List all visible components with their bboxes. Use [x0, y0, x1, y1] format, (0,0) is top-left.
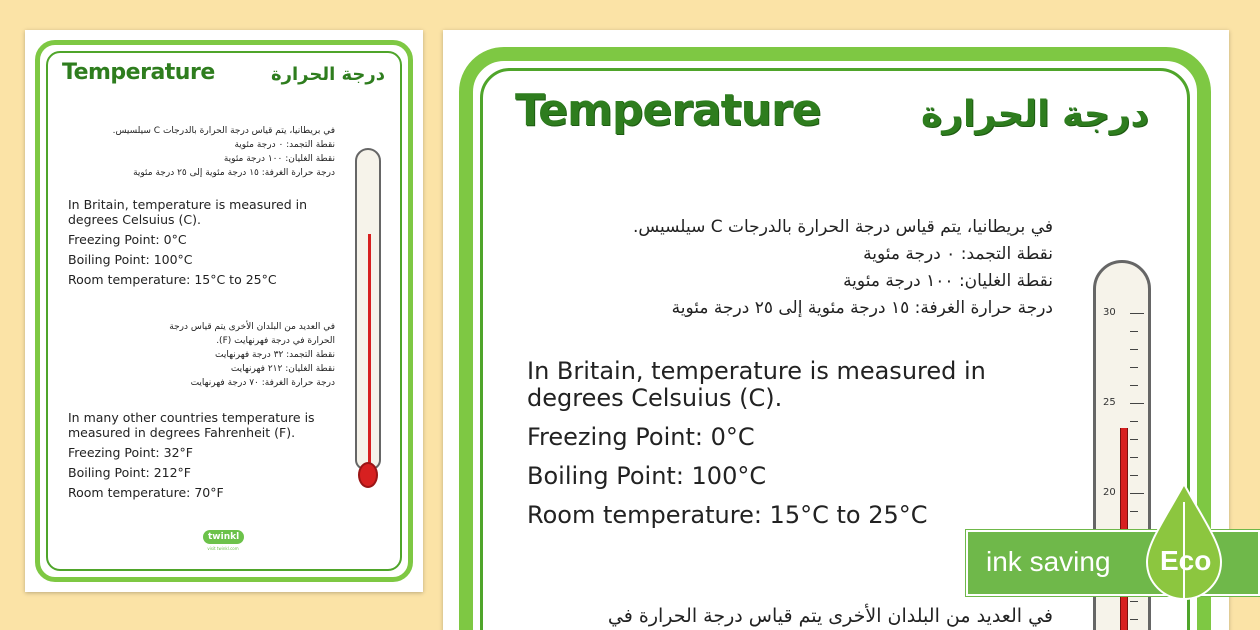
thumbnail-arabic-celsius-block — [113, 124, 335, 180]
main-english-celsius-block — [527, 358, 1047, 541]
thermometer-tick — [1130, 421, 1138, 422]
main-arabic-fahrenheit-partial: في العديد من البلدان الأخرى يتم قياس درجة الحرارة في — [607, 605, 1053, 627]
twinkl-logo-mark: twinkl — [203, 530, 244, 544]
thermometer-tick — [1130, 601, 1138, 602]
thermometer-tick — [1130, 331, 1138, 332]
ar-line: نقطة الغليان: ١٠٠ درجة مئوية — [843, 271, 1053, 291]
thermometer-tick — [1130, 475, 1138, 476]
ar-line: نقطة الغليان: ١٠٠ درجة مئوية — [223, 154, 335, 164]
thermometer-tick — [1130, 511, 1138, 512]
thermometer-tick — [1130, 313, 1144, 314]
en-line: Boiling Point: 212°F — [68, 465, 191, 480]
main-mercury — [1120, 428, 1128, 630]
thermometer-tick — [1130, 493, 1144, 494]
ar-line: درجة حرارة الغرفة: ١٥ درجة مئوية إلى ٢٥ درجة مئوية — [133, 168, 335, 178]
eco-banner-text: ink saving — [986, 546, 1111, 577]
thermometer-tick — [1130, 367, 1138, 368]
ar-line: نقطة التجمد: ٠ درجة مئوية — [863, 244, 1053, 264]
thumbnail-thermometer — [355, 148, 381, 470]
en-line: In Britain, temperature is measured in degrees Celsuius (C). — [68, 197, 307, 227]
thumbnail-mercury — [368, 234, 371, 472]
en-line: Freezing Point: 32°F — [68, 445, 193, 460]
en-line: Freezing Point: 0°C — [68, 232, 187, 247]
en-line: Room temperature: 15°C to 25°C — [527, 501, 928, 529]
thermometer-label-25: 25 — [1103, 397, 1116, 408]
thumbnail-title-ar: درجة الحرارة — [270, 64, 385, 85]
ar-line: درجة حرارة الغرفة: ٧٠ درجة فهرنهايت — [190, 378, 335, 388]
thumbnail-title-en: Temperature — [62, 60, 215, 85]
thumbnail-thermometer-bulb — [358, 462, 378, 488]
twinkl-logo-url: visit twinkl.com — [207, 546, 239, 551]
main-arabic-celsius-block — [633, 214, 1053, 322]
ar-line: نقطة التجمد: ٠ درجة مئوية — [234, 140, 335, 150]
eco-label: Eco — [1160, 545, 1212, 576]
thermometer-tick — [1130, 439, 1138, 440]
thermometer-label-30: 30 — [1103, 307, 1116, 318]
thumbnail-english-fahrenheit-block — [68, 410, 333, 505]
thermometer-tick — [1130, 385, 1138, 386]
ar-line: في العديد من البلدان الأخرى يتم قياس درجة الحرارة في درجة فهرنهايت (F). — [169, 322, 335, 346]
ar-line: نقطة التجمد: ٣٢ درجة فهرنهايت — [214, 350, 335, 360]
thermometer-tick — [1130, 619, 1138, 620]
en-line: In Britain, temperature is measured in degrees Celsuius (C). — [527, 357, 986, 412]
en-line: Room temperature: 15°C to 25°C — [68, 272, 277, 287]
ar-line: في بريطانيا، يتم قياس درجة الحرارة بالدرجات C سيلسيس. — [632, 217, 1053, 237]
en-line: Boiling Point: 100°C — [68, 252, 193, 267]
thumbnail-english-celsius-block — [68, 197, 328, 292]
thermometer-tick — [1130, 349, 1138, 350]
thermometer-tick — [1130, 457, 1138, 458]
main-title-ar: درجة الحرارة — [920, 94, 1149, 135]
en-line: Freezing Point: 0°C — [527, 423, 755, 451]
ar-line: نقطة الغليان: ٢١٢ فهرنهايت — [230, 364, 335, 374]
eco-leaf-icon — [1143, 482, 1225, 600]
thermometer-label-20: 20 — [1103, 487, 1116, 498]
main-title-en: Temperature — [515, 85, 821, 136]
en-line: In many other countries temperature is measured in degrees Fahrenheit (F). — [68, 410, 315, 440]
thumbnail-page[interactable] — [25, 30, 423, 592]
ar-line: في بريطانيا، يتم قياس درجة الحرارة بالدرجات C سيلسيس. — [112, 126, 335, 136]
twinkl-logo — [203, 524, 243, 551]
en-line: Room temperature: 70°F — [68, 485, 224, 500]
thermometer-tick — [1130, 403, 1144, 404]
thumbnail-arabic-fahrenheit-block — [155, 320, 335, 390]
en-line: Boiling Point: 100°C — [527, 462, 767, 490]
ar-line: درجة حرارة الغرفة: ١٥ درجة مئوية إلى ٢٥ درجة مئوية — [671, 298, 1053, 318]
